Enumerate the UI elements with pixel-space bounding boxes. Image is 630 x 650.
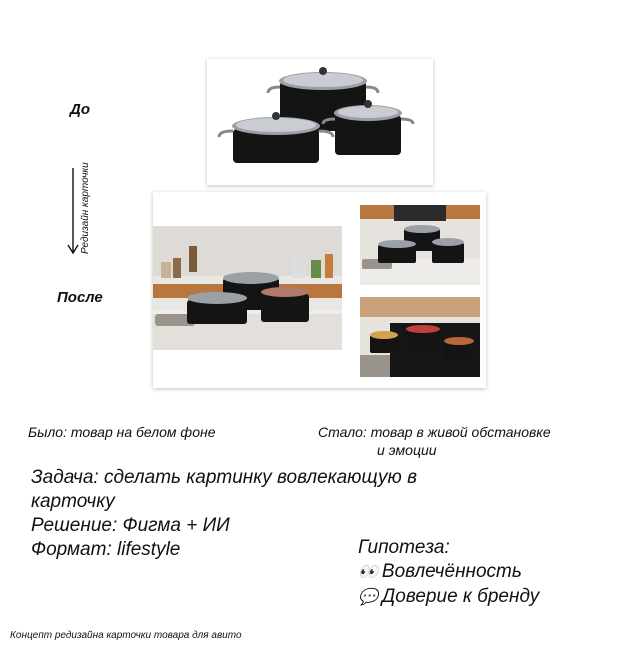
caption-before: Было: товар на белом фоне xyxy=(28,424,216,440)
footer-note: Концепт редизайна карточки товара для авито xyxy=(10,630,242,641)
kitchen-lifestyle-photo xyxy=(153,226,342,350)
task-line2: карточку xyxy=(31,491,115,512)
caption-after xyxy=(318,424,598,458)
hypothesis-item xyxy=(358,585,539,610)
solution-line: Решение: Фигма + ИИ xyxy=(31,515,230,536)
arrow-down-icon xyxy=(66,152,80,264)
label-after: После xyxy=(57,289,103,306)
redesign-arrow xyxy=(66,152,102,264)
cooking-hob-photo xyxy=(360,297,480,377)
after-image-card xyxy=(153,192,486,388)
pots-white-background-image xyxy=(207,59,433,185)
hypothesis-item-text: Вовлечённость xyxy=(381,561,522,582)
hypothesis-block xyxy=(358,536,539,610)
caption-after-line1: Стало: товар в живой обстановке xyxy=(318,424,551,440)
hypothesis-title: Гипотеза: xyxy=(358,537,450,558)
countertop-pots-photo xyxy=(360,205,480,285)
hypothesis-item-text: Доверие к бренду xyxy=(381,586,540,607)
arrow-label: Редизайн карточки xyxy=(80,162,91,254)
speech-bubble-icon: 💬 xyxy=(358,589,378,606)
task-line1: Задача: сделать картинку вовлекающую в xyxy=(31,467,418,488)
caption-after-line2: и эмоции xyxy=(377,442,437,458)
format-line: Формат: lifestyle xyxy=(31,539,181,560)
eyes-icon: 👀 xyxy=(358,564,378,581)
hypothesis-item xyxy=(358,560,539,585)
before-image-card xyxy=(207,59,433,185)
label-before: До xyxy=(70,101,90,118)
